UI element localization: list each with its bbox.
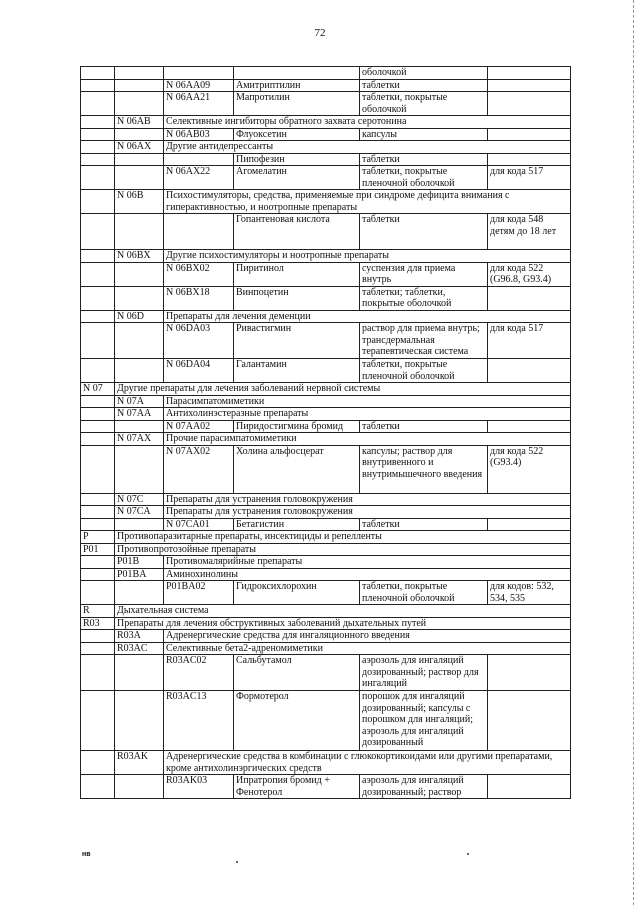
drug-table: [80, 66, 571, 799]
table-cell: P: [81, 531, 115, 544]
table-cell: [81, 190, 115, 214]
row-r08: [81, 166, 571, 190]
table-cell: таблетки; таблетки, покрытые оболочкой: [360, 286, 488, 310]
table-cell: R03AC02: [164, 655, 234, 691]
row-r38: [81, 775, 571, 799]
table-cell: Парасимпатомиметики: [164, 395, 571, 408]
table-cell: [81, 691, 115, 751]
table-cell: [81, 286, 115, 310]
table-cell: Препараты для устранения головокружения: [164, 506, 571, 519]
row-r35: [81, 655, 571, 691]
table-cell: [81, 128, 115, 141]
page-edge-line: [632, 0, 634, 905]
row-r32: [81, 617, 571, 630]
row-r28: [81, 556, 571, 569]
table-cell: для кода 517: [488, 323, 571, 359]
table-cell: [81, 323, 115, 359]
row-r06: [81, 141, 571, 154]
table-cell: для кода 517: [488, 166, 571, 190]
table-cell: N 06DA03: [164, 323, 234, 359]
table-cell: [81, 310, 115, 323]
row-r23: [81, 493, 571, 506]
table-cell: раствор для приема внутрь; трансдермальная терапевтическая система: [360, 323, 488, 359]
row-r07: [81, 153, 571, 166]
table-cell: R03AK: [115, 751, 164, 775]
table-cell: Гидроксихлорохин: [234, 581, 360, 605]
table-cell: [81, 67, 115, 80]
table-cell: для кода 522 (G96.8, G93.4): [488, 262, 571, 286]
table-cell: N 06BX02: [164, 262, 234, 286]
table-cell: для кодов: 532, 534, 535: [488, 581, 571, 605]
table-cell: [488, 128, 571, 141]
table-cell: N 06BX: [115, 250, 164, 263]
table-cell: [488, 359, 571, 383]
row-r25: [81, 518, 571, 531]
table-cell: порошок для ингаляций дозированный; капсулы с порошком для ингаляций; аэрозоль для ингаляций дозированный: [360, 691, 488, 751]
table-cell: [115, 323, 164, 359]
table-cell: [81, 556, 115, 569]
table-cell: R03AK03: [164, 775, 234, 799]
drug-table-body: [81, 67, 571, 799]
table-cell: Селективные бета2-адреномиметики: [164, 642, 571, 655]
table-cell: Флуоксетин: [234, 128, 360, 141]
table-cell: [115, 286, 164, 310]
row-r11: [81, 250, 571, 263]
table-cell: Другие препараты для лечения заболеваний нервной системы: [115, 383, 571, 396]
table-cell: аэрозоль для ингаляций дозированный; раствор для ингаляций: [360, 655, 488, 691]
table-cell: [81, 395, 115, 408]
table-cell: P01BA02: [164, 581, 234, 605]
row-r20: [81, 420, 571, 433]
table-cell: N 06DA04: [164, 359, 234, 383]
row-r10: [81, 214, 571, 250]
table-cell: Препараты для лечения обструктивных заболеваний дыхательных путей: [115, 617, 571, 630]
table-cell: N 07A: [115, 395, 164, 408]
row-r03: [81, 92, 571, 116]
table-cell: [115, 775, 164, 799]
row-r01: [81, 67, 571, 80]
table-cell: таблетки, покрытые пленочной оболочкой: [360, 581, 488, 605]
table-cell: аэрозоль для ингаляций дозированный; раствор: [360, 775, 488, 799]
table-cell: таблетки: [360, 214, 488, 250]
table-cell: N 06B: [115, 190, 164, 214]
table-cell: Антихолинэстеразные препараты: [164, 408, 571, 421]
row-r31: [81, 605, 571, 618]
table-cell: [115, 655, 164, 691]
table-cell: [81, 408, 115, 421]
table-cell: [488, 655, 571, 691]
table-cell: [81, 141, 115, 154]
table-cell: таблетки, покрытые пленочной оболочкой: [360, 359, 488, 383]
table-cell: [81, 92, 115, 116]
table-cell: таблетки: [360, 518, 488, 531]
drug-table-container: [80, 66, 570, 799]
table-cell: R03AC13: [164, 691, 234, 751]
table-cell: [115, 166, 164, 190]
table-cell: [81, 655, 115, 691]
table-cell: Винпоцетин: [234, 286, 360, 310]
table-cell: [115, 691, 164, 751]
table-cell: R03A: [115, 630, 164, 643]
table-cell: Препараты для устранения головокружения: [164, 493, 571, 506]
table-cell: N 06AX: [115, 141, 164, 154]
table-cell: [81, 359, 115, 383]
row-r14: [81, 310, 571, 323]
row-r18: [81, 395, 571, 408]
row-r34: [81, 642, 571, 655]
table-cell: Бетагистин: [234, 518, 360, 531]
table-cell: [81, 493, 115, 506]
table-cell: Адренергические средства в комбинации с глюкокортикоидами или другими препаратами, кроме антихолинэргических средств: [164, 751, 571, 775]
table-cell: N 07CA01: [164, 518, 234, 531]
table-cell: N 06AB03: [164, 128, 234, 141]
table-cell: [164, 67, 234, 80]
table-cell: [115, 359, 164, 383]
table-cell: Агомелатин: [234, 166, 360, 190]
table-cell: [115, 518, 164, 531]
scan-speck: [236, 861, 238, 863]
table-cell: [81, 568, 115, 581]
table-cell: [115, 214, 164, 250]
table-cell: таблетки: [360, 79, 488, 92]
table-cell: N 07AA: [115, 408, 164, 421]
row-r29: [81, 568, 571, 581]
table-cell: Другие антидепрессанты: [164, 141, 571, 154]
table-cell: [115, 92, 164, 116]
table-cell: [81, 775, 115, 799]
table-cell: [81, 116, 115, 129]
table-cell: Противопаразитарные препараты, инсектициды и репелленты: [115, 531, 571, 544]
row-r22: [81, 445, 571, 493]
row-r04: [81, 116, 571, 129]
scan-speck: [467, 853, 469, 855]
table-cell: Дыхательная система: [115, 605, 571, 618]
table-cell: [115, 420, 164, 433]
row-r37: [81, 751, 571, 775]
row-r27: [81, 543, 571, 556]
table-cell: P01BA: [115, 568, 164, 581]
table-cell: [115, 153, 164, 166]
table-cell: [81, 420, 115, 433]
table-cell: [488, 67, 571, 80]
table-cell: Гопантеновая кислота: [234, 214, 360, 250]
row-r17: [81, 383, 571, 396]
table-cell: капсулы: [360, 128, 488, 141]
row-r30: [81, 581, 571, 605]
table-cell: R03AC: [115, 642, 164, 655]
table-cell: таблетки: [360, 420, 488, 433]
table-cell: [488, 775, 571, 799]
table-cell: N 07: [81, 383, 115, 396]
table-cell: Другие психостимуляторы и ноотропные препараты: [164, 250, 571, 263]
table-cell: суспензия для приема внутрь: [360, 262, 488, 286]
table-cell: Ипратропия бромид + Фенотерол: [234, 775, 360, 799]
table-cell: Селективные ингибиторы обратного захвата серотонина: [164, 116, 571, 129]
row-r05: [81, 128, 571, 141]
table-cell: Адренергические средства для ингаляционного введения: [164, 630, 571, 643]
table-cell: [115, 128, 164, 141]
row-r16: [81, 359, 571, 383]
table-cell: [488, 518, 571, 531]
table-cell: [488, 286, 571, 310]
table-cell: [234, 67, 360, 80]
table-cell: [81, 506, 115, 519]
table-cell: [81, 630, 115, 643]
table-cell: [164, 214, 234, 250]
row-r15: [81, 323, 571, 359]
table-cell: Пиритинол: [234, 262, 360, 286]
table-cell: [81, 751, 115, 775]
table-cell: N 07C: [115, 493, 164, 506]
table-cell: N 06AB: [115, 116, 164, 129]
table-cell: N 06AA21: [164, 92, 234, 116]
footer-mark: нв: [82, 851, 91, 858]
table-cell: [81, 153, 115, 166]
table-cell: для кода 548 детям до 18 лет: [488, 214, 571, 250]
row-r12: [81, 262, 571, 286]
table-cell: N 07AA02: [164, 420, 234, 433]
table-cell: [81, 445, 115, 493]
row-r02: [81, 79, 571, 92]
table-cell: Сальбутамол: [234, 655, 360, 691]
table-cell: [115, 79, 164, 92]
table-cell: Противомалярийные препараты: [164, 556, 571, 569]
table-cell: Амитриптилин: [234, 79, 360, 92]
table-cell: таблетки, покрытые оболочкой: [360, 92, 488, 116]
table-cell: Аминохинолины: [164, 568, 571, 581]
table-cell: R03: [81, 617, 115, 630]
table-cell: N 06D: [115, 310, 164, 323]
table-cell: [488, 691, 571, 751]
page-number: 72: [314, 27, 326, 39]
table-cell: Пиридостигмина бромид: [234, 420, 360, 433]
table-cell: [81, 166, 115, 190]
row-r33: [81, 630, 571, 643]
table-cell: [81, 262, 115, 286]
table-cell: капсулы; раствор для внутривенного и внутримышечного введения: [360, 445, 488, 493]
table-cell: [488, 92, 571, 116]
row-r26: [81, 531, 571, 544]
table-cell: N 07CA: [115, 506, 164, 519]
row-r24: [81, 506, 571, 519]
table-cell: Психостимуляторы, средства, применяемые при синдроме дефицита внимания с гиперактивностью, и ноотропные препараты: [164, 190, 571, 214]
table-cell: таблетки, покрытые пленочной оболочкой: [360, 166, 488, 190]
table-cell: оболочкой: [360, 67, 488, 80]
table-cell: Пипофезин: [234, 153, 360, 166]
table-cell: для кода 522 (G93.4): [488, 445, 571, 493]
row-r19: [81, 408, 571, 421]
row-r13: [81, 286, 571, 310]
table-cell: Холина альфосцерат: [234, 445, 360, 493]
table-cell: N 06BX18: [164, 286, 234, 310]
table-cell: Мапротилин: [234, 92, 360, 116]
table-cell: Прочие парасимпатомиметики: [164, 433, 571, 446]
table-cell: [81, 214, 115, 250]
table-cell: Противопротозойные препараты: [115, 543, 571, 556]
table-cell: [115, 67, 164, 80]
table-cell: N 06AX22: [164, 166, 234, 190]
table-cell: Галантамин: [234, 359, 360, 383]
table-cell: [488, 153, 571, 166]
table-cell: N 07AX02: [164, 445, 234, 493]
table-cell: [81, 250, 115, 263]
table-cell: [81, 433, 115, 446]
table-cell: Препараты для лечения деменции: [164, 310, 571, 323]
table-cell: [488, 79, 571, 92]
row-r36: [81, 691, 571, 751]
table-cell: Формотерол: [234, 691, 360, 751]
table-cell: P01: [81, 543, 115, 556]
table-cell: R: [81, 605, 115, 618]
table-cell: [81, 518, 115, 531]
table-cell: [81, 581, 115, 605]
table-cell: P01B: [115, 556, 164, 569]
table-cell: [115, 581, 164, 605]
table-cell: [115, 445, 164, 493]
table-cell: [164, 153, 234, 166]
table-cell: N 06AA09: [164, 79, 234, 92]
table-cell: [115, 262, 164, 286]
table-cell: [81, 642, 115, 655]
table-cell: N 07AX: [115, 433, 164, 446]
row-r21: [81, 433, 571, 446]
table-cell: Ривастигмин: [234, 323, 360, 359]
table-cell: [81, 79, 115, 92]
row-r09: [81, 190, 571, 214]
table-cell: таблетки: [360, 153, 488, 166]
table-cell: [488, 420, 571, 433]
